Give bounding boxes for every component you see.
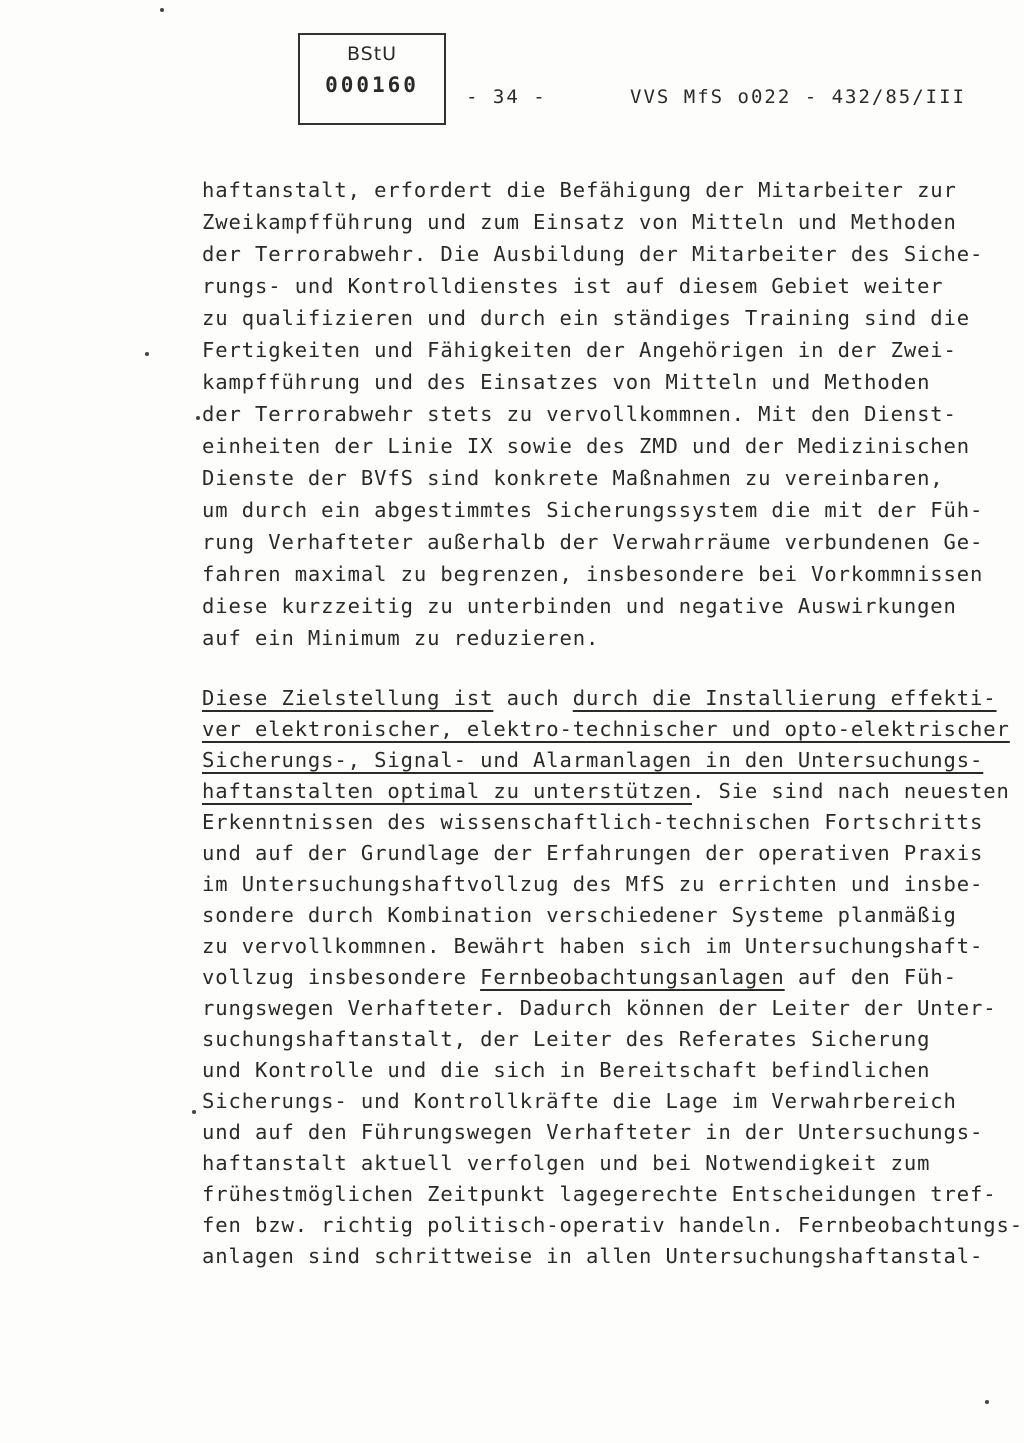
text-line: rungs- und Kontrolldienstes ist auf diesem Gebiet weiter <box>202 274 944 298</box>
text-line: sondere durch Kombination verschiedener Systeme planmäßig <box>202 903 957 927</box>
text-line: rung Verhafteter außerhalb der Verwahrräume verbundenen Ge- <box>202 530 984 554</box>
underlined-line: Sicherungs-, Signal- und Alarmanlagen in den Untersuchungs- <box>202 748 984 772</box>
text-line: der Terrorabwehr. Die Ausbildung der Mitarbeiter des Siche- <box>202 242 984 266</box>
scan-speck <box>985 1400 989 1404</box>
text-line: auf ein Minimum zu reduzieren. <box>202 626 600 650</box>
scan-speck <box>192 1110 196 1114</box>
text-line: fahren maximal zu begrenzen, insbesondere bei Vorkommnissen <box>202 562 984 586</box>
text-line: anlagen sind schrittweise in allen Untersuchungshaftanstal- <box>202 1244 984 1268</box>
underlined-line: ver elektronischer, elektro-technischer und opto-elektrischer <box>202 717 1010 741</box>
scan-speck <box>160 8 164 12</box>
text-line: und auf den Führungswegen Verhafteter in der Untersuchungs- <box>202 1120 984 1144</box>
stamp-number: 000160 <box>325 73 419 97</box>
text-line: und auf der Grundlage der Erfahrungen der operativen Praxis <box>202 841 984 865</box>
text-line: frühestmöglichen Zeitpunkt lagegerechte Entscheidungen tref- <box>202 1182 997 1206</box>
text-line: zu vervollkommnen. Bewährt haben sich im Untersuchungshaft- <box>202 934 984 958</box>
underlined-text: Diese Zielstellung ist <box>202 686 494 710</box>
text-line: und Kontrolle und die sich in Bereitschaft befindlichen <box>202 1058 931 1082</box>
text-line <box>202 965 957 989</box>
text-line: haftanstalt aktuell verfolgen und bei Notwendigkeit zum <box>202 1151 931 1175</box>
text-line: der Terrorabwehr stets zu vervollkommnen. Mit den Dienst- <box>202 402 957 426</box>
text-line: einheiten der Linie IX sowie des ZMD und der Medizinischen <box>202 434 971 458</box>
document-reference: VVS MfS o022 - 432/85/III <box>630 86 966 108</box>
text-line: Erkenntnissen des wissenschaftlich-technischen Fortschritts <box>202 810 984 834</box>
text-span: auch <box>493 686 573 710</box>
stamp-label: BStU <box>346 43 398 65</box>
text-line <box>202 686 997 710</box>
text-line: haftanstalt, erfordert die Befähigung der Mitarbeiter zur <box>202 178 957 202</box>
text-line: rungswegen Verhafteter. Dadurch können der Leiter der Unter- <box>202 996 997 1020</box>
archive-stamp <box>298 33 446 125</box>
underlined-text: haftanstalten optimal zu unterstützen <box>202 779 692 803</box>
underlined-text: Fernbeobachtungsanlagen <box>480 965 785 989</box>
text-line: Dienste der BVfS sind konkrete Maßnahmen zu vereinbaren, <box>202 466 944 490</box>
text-line: zu qualifizieren und durch ein ständiges Training sind die <box>202 306 971 330</box>
text-line: suchungshaftanstalt, der Leiter des Referates Sicherung <box>202 1027 931 1051</box>
page-number: - 34 - <box>466 86 547 108</box>
text-line: diese kurzzeitig zu unterbinden und negative Auswirkungen <box>202 594 957 618</box>
text-line: Zweikampfführung und zum Einsatz von Mitteln und Methoden <box>202 210 957 234</box>
text-line: kampfführung und des Einsatzes von Mitteln und Methoden <box>202 370 931 394</box>
text-line: im Untersuchungshaftvollzug des MfS zu errichten und insbe- <box>202 872 984 896</box>
scan-speck <box>196 416 200 420</box>
underlined-text: durch die Installierung effekti- <box>572 686 997 710</box>
text-line: Fertigkeiten und Fähigkeiten der Angehörigen in der Zwei- <box>202 338 957 362</box>
text-span: auf den Füh- <box>784 965 957 989</box>
text-line: Sicherungs- und Kontrollkräfte die Lage im Verwahrbereich <box>202 1089 957 1113</box>
text-span: . Sie sind nach neuesten <box>691 779 1010 803</box>
scan-speck <box>145 352 149 356</box>
text-line <box>202 779 1010 803</box>
text-line: um durch ein abgestimmtes Sicherungssystem die mit der Füh- <box>202 498 984 522</box>
text-span: vollzug insbesondere <box>202 965 481 989</box>
text-line: fen bzw. richtig politisch-operativ handeln. Fernbeobachtungs- <box>202 1213 1024 1237</box>
